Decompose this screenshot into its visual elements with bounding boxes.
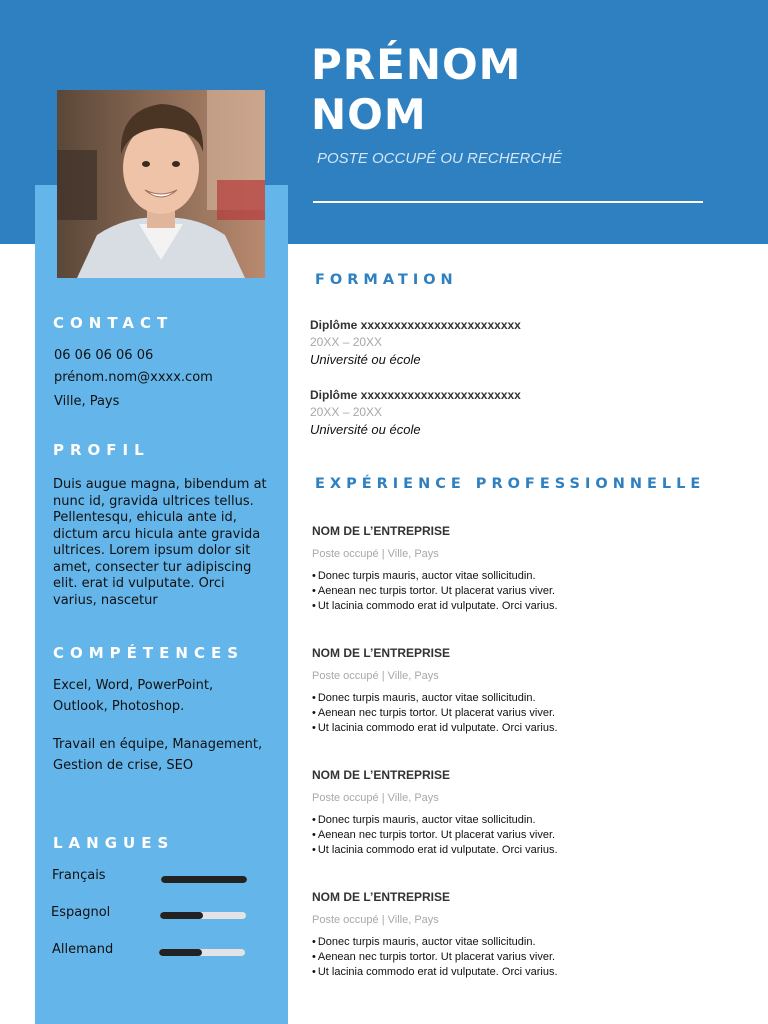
experience-bullet: • Donec turpis mauris, auctor vitae sollicitudin. bbox=[312, 935, 742, 950]
language-name: Allemand bbox=[52, 942, 114, 957]
profile-text: Duis augue magna, bibendum at nunc id, gravida ultrices tellus. Pellentesqu, ehicula ante id, dictum arcu hicula ante gravida ultrices. Lorem ipsum dolor sit amet, consecter tur adipiscing elit. erat id vulputate. Orci varius, nascetur bbox=[53, 477, 267, 608]
experience-role: Poste occupé | Ville, Pays bbox=[312, 548, 439, 560]
last-name: NOM bbox=[311, 90, 427, 139]
experience-bullets bbox=[312, 813, 742, 857]
job-title: POSTE OCCUPÉ OU RECHERCHÉ bbox=[317, 150, 563, 167]
language-row bbox=[0, 868, 288, 888]
language-level-fill bbox=[161, 876, 247, 883]
experience-bullet: • Ut lacinia commodo erat id vulputate. Orci varius. bbox=[312, 599, 742, 614]
experience-heading: EXPÉRIENCE PROFESSIONNELLE bbox=[315, 476, 706, 492]
education-dates: 20XX – 20XX bbox=[310, 405, 383, 419]
experience-bullet: • Aenean nec turpis tortor. Ut placerat varius viver. bbox=[312, 584, 742, 599]
education-degree: Diplôme xxxxxxxxxxxxxxxxxxxxxxxx bbox=[310, 318, 521, 332]
language-name: Espagnol bbox=[51, 905, 111, 920]
experience-item bbox=[312, 523, 742, 613]
title-divider bbox=[313, 201, 703, 203]
language-row bbox=[0, 942, 288, 962]
experience-bullet: • Aenean nec turpis tortor. Ut placerat varius viver. bbox=[312, 706, 742, 721]
experience-item bbox=[312, 645, 742, 735]
language-level-fill bbox=[160, 912, 203, 919]
full-name bbox=[311, 40, 521, 140]
experience-role: Poste occupé | Ville, Pays bbox=[312, 792, 439, 804]
experience-bullet: • Ut lacinia commodo erat id vulputate. Orci varius. bbox=[312, 843, 742, 858]
experience-company: NOM DE L’ENTREPRISE bbox=[312, 524, 451, 538]
experience-bullet: • Ut lacinia commodo erat id vulputate. Orci varius. bbox=[312, 721, 742, 736]
education-school: Université ou école bbox=[310, 422, 421, 437]
skills-heading: COMPÉTENCES bbox=[53, 644, 245, 662]
language-level-bar bbox=[159, 949, 245, 956]
experience-role: Poste occupé | Ville, Pays bbox=[312, 670, 439, 682]
experience-bullets bbox=[312, 569, 742, 613]
experience-bullet: • Ut lacinia commodo erat id vulputate. Orci varius. bbox=[312, 965, 742, 980]
profile-heading: PROFIL bbox=[53, 441, 150, 459]
contact-email: prénom.nom@xxxx.com bbox=[54, 370, 213, 385]
experience-bullet: • Aenean nec turpis tortor. Ut placerat varius viver. bbox=[312, 950, 742, 965]
experience-bullet: • Aenean nec turpis tortor. Ut placerat varius viver. bbox=[312, 828, 742, 843]
experience-bullets bbox=[312, 691, 742, 735]
education-school: Université ou école bbox=[310, 352, 421, 367]
experience-bullets bbox=[312, 935, 742, 979]
language-name: Français bbox=[52, 868, 106, 883]
education-dates: 20XX – 20XX bbox=[310, 335, 383, 349]
experience-item bbox=[312, 889, 742, 979]
experience-bullet: • Donec turpis mauris, auctor vitae sollicitudin. bbox=[312, 569, 742, 584]
contact-location: Ville, Pays bbox=[54, 394, 120, 409]
education-item bbox=[310, 387, 730, 438]
experience-company: NOM DE L’ENTREPRISE bbox=[312, 646, 451, 660]
education-heading: FORMATION bbox=[315, 272, 458, 288]
language-level-bar bbox=[160, 912, 246, 919]
experience-item bbox=[312, 767, 742, 857]
skills-soft: Travail en équipe, Management, Gestion de crise, SEO bbox=[53, 737, 263, 773]
education-degree: Diplôme xxxxxxxxxxxxxxxxxxxxxxxx bbox=[310, 388, 521, 402]
profile-photo bbox=[57, 90, 265, 278]
experience-bullet: • Donec turpis mauris, auctor vitae sollicitudin. bbox=[312, 813, 742, 828]
contact-phone: 06 06 06 06 06 bbox=[54, 348, 154, 363]
language-level-bar bbox=[161, 876, 247, 883]
contact-heading: CONTACT bbox=[53, 314, 174, 332]
first-name: PRÉNOM bbox=[311, 40, 522, 89]
experience-role: Poste occupé | Ville, Pays bbox=[312, 914, 439, 926]
language-row bbox=[0, 905, 288, 925]
languages-heading: LANGUES bbox=[53, 834, 175, 852]
skills-technical: Excel, Word, PowerPoint, Outlook, Photoshop. bbox=[53, 678, 214, 714]
experience-bullet: • Donec turpis mauris, auctor vitae sollicitudin. bbox=[312, 691, 742, 706]
experience-company: NOM DE L’ENTREPRISE bbox=[312, 768, 451, 782]
language-level-fill bbox=[159, 949, 202, 956]
experience-company: NOM DE L’ENTREPRISE bbox=[312, 890, 451, 904]
education-item bbox=[310, 317, 730, 368]
